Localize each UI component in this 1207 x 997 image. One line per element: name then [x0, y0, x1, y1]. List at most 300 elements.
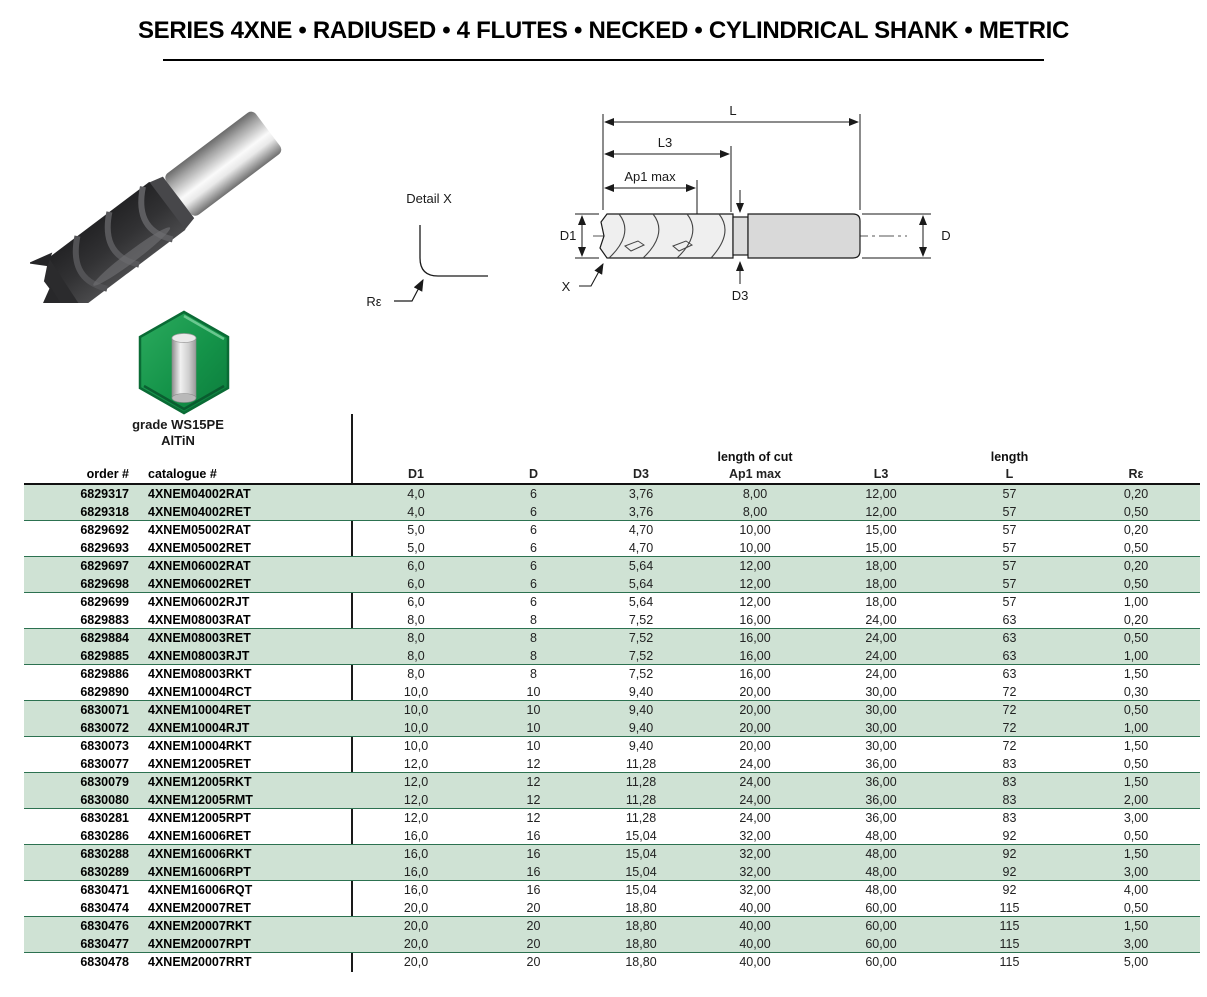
cell-d1: 10,0: [403, 703, 429, 717]
cell-order: 6829697: [80, 559, 129, 573]
table-row: [24, 665, 1200, 683]
cell-order: 6829883: [80, 613, 129, 627]
cell-d3: 3,76: [628, 505, 654, 519]
cell-d: 16: [526, 883, 541, 897]
cell-d1: 16,0: [403, 829, 429, 843]
page-title: SERIES 4XNE • RADIUSED • 4 FLUTES • NECKED • CYLINDRICAL SHANK • METRIC: [137, 17, 1070, 44]
cell-d3: 9,40: [628, 739, 654, 753]
cell-re: 0,20: [1123, 523, 1149, 537]
table-row: [24, 881, 1200, 899]
cell-d: 8: [530, 667, 537, 681]
group-header-length: length: [990, 450, 1029, 464]
cell-order: 6830072: [80, 721, 129, 735]
table-row: [24, 683, 1200, 701]
label-ap1-max: Ap1 max: [624, 169, 676, 184]
cell-l: 72: [1002, 739, 1017, 753]
cell-l: 92: [1002, 847, 1017, 861]
cell-l3: 30,00: [865, 685, 897, 699]
cell-order: 6830281: [80, 811, 129, 825]
cell-l: 57: [1002, 505, 1017, 519]
cell-order: 6830478: [80, 955, 129, 969]
cell-ap1-max: 32,00: [739, 847, 771, 861]
cell-d3: 15,04: [625, 847, 657, 861]
cell-d1: 10,0: [403, 721, 429, 735]
cell-d1: 5,0: [407, 541, 425, 555]
cell-order: 6830080: [80, 793, 129, 807]
cell-re: 0,50: [1123, 703, 1149, 717]
cell-ap1-max: 40,00: [739, 919, 771, 933]
end-mill-photo: [30, 98, 340, 303]
cell-catalogue: 4XNEM10004RKT: [148, 739, 252, 753]
table-row: [24, 575, 1200, 593]
cell-l3: 60,00: [865, 955, 897, 969]
cell-re: 0,50: [1123, 577, 1149, 591]
cell-l: 92: [1002, 865, 1017, 879]
cell-catalogue: 4XNEM05002RAT: [148, 523, 251, 537]
cell-l3: 48,00: [865, 883, 897, 897]
cell-l: 72: [1002, 703, 1017, 717]
cell-d1: 16,0: [403, 865, 429, 879]
cell-d3: 11,28: [625, 757, 657, 771]
cell-order: 6830077: [80, 757, 129, 771]
cell-d1: 20,0: [403, 937, 429, 951]
cell-re: 0,50: [1123, 901, 1149, 915]
cell-order: 6829886: [80, 667, 129, 681]
cell-d: 8: [530, 631, 537, 645]
cell-d1: 12,0: [403, 775, 429, 789]
cell-ap1-max: 24,00: [739, 757, 771, 771]
label-l: L: [729, 103, 737, 118]
cell-ap1-max: 12,00: [739, 577, 771, 591]
cell-order: 6829890: [80, 685, 129, 699]
cell-l3: 60,00: [865, 937, 897, 951]
cell-d1: 8,0: [407, 667, 425, 681]
table-row: [24, 863, 1200, 881]
label-d: D: [941, 228, 951, 243]
table-row: [24, 809, 1200, 827]
cell-order: 6830471: [80, 883, 129, 897]
cell-l3: 30,00: [865, 721, 897, 735]
cell-order: 6830476: [80, 919, 129, 933]
cell-d1: 20,0: [403, 955, 429, 969]
cell-re: 1,50: [1123, 739, 1149, 753]
cell-ap1-max: 40,00: [739, 901, 771, 915]
cell-ap1-max: 12,00: [739, 559, 771, 573]
header-catalogue-number: catalogue #: [148, 467, 217, 481]
table-row: [24, 521, 1200, 539]
table-row: [24, 953, 1200, 971]
cell-l3: 15,00: [865, 541, 897, 555]
cylinder-top: [172, 334, 196, 343]
cell-d: 10: [526, 739, 541, 753]
cell-d: 12: [526, 793, 541, 807]
cell-re: 1,00: [1123, 721, 1149, 735]
cell-d1: 8,0: [407, 649, 425, 663]
cell-ap1-max: 8,00: [742, 487, 768, 501]
cell-d1: 6,0: [407, 559, 425, 573]
cell-l: 63: [1002, 613, 1017, 627]
cell-l3: 30,00: [865, 703, 897, 717]
grade-name: grade WS15PE: [132, 417, 224, 432]
cell-order: 6830288: [80, 847, 129, 861]
header-re: Rε: [1128, 467, 1144, 481]
cell-d: 12: [526, 811, 541, 825]
cell-l3: 48,00: [865, 865, 897, 879]
x-leader-arrow: [579, 264, 603, 286]
cell-ap1-max: 40,00: [739, 937, 771, 951]
cell-l3: 24,00: [865, 667, 897, 681]
cell-l3: 36,00: [865, 793, 897, 807]
cell-re: 3,00: [1123, 937, 1149, 951]
cell-d: 20: [526, 955, 541, 969]
cell-re: 1,00: [1123, 649, 1149, 663]
cell-catalogue: 4XNEM10004RET: [148, 703, 251, 717]
cutting-body: [600, 214, 733, 258]
cylinder-bottom: [172, 394, 196, 403]
cell-ap1-max: 8,00: [742, 505, 768, 519]
cell-l3: 36,00: [865, 811, 897, 825]
cell-d3: 7,52: [628, 667, 654, 681]
product-table: [24, 450, 1200, 971]
cell-l: 83: [1002, 811, 1017, 825]
cell-l: 83: [1002, 775, 1017, 789]
cell-l3: 24,00: [865, 631, 897, 645]
cell-ap1-max: 24,00: [739, 793, 771, 807]
cell-d3: 4,70: [628, 541, 654, 555]
cell-order: 6829699: [80, 595, 129, 609]
corner-radius-profile: [420, 225, 488, 276]
cell-l3: 12,00: [865, 505, 897, 519]
header-order-number: order #: [86, 467, 129, 481]
grade-hexagon-icon: [136, 310, 232, 416]
cell-d3: 18,80: [625, 955, 657, 969]
cell-ap1-max: 40,00: [739, 955, 771, 969]
table-row: [24, 719, 1200, 737]
cell-d: 16: [526, 829, 541, 843]
cell-d3: 11,28: [625, 811, 657, 825]
table-row: [24, 503, 1200, 521]
cell-re: 0,30: [1123, 685, 1149, 699]
cell-d1: 10,0: [403, 685, 429, 699]
header-l: L: [1005, 467, 1014, 481]
header-d: D: [528, 467, 539, 481]
dimension-diagram: [555, 88, 1005, 323]
cell-ap1-max: 16,00: [739, 613, 771, 627]
detail-x-title: Detail X: [406, 191, 452, 206]
cell-catalogue: 4XNEM10004RCT: [148, 685, 252, 699]
table-row: [24, 827, 1200, 845]
cell-order: 6830079: [80, 775, 129, 789]
cell-d: 6: [530, 559, 537, 573]
cell-order: 6830071: [80, 703, 129, 717]
cell-d3: 11,28: [625, 775, 657, 789]
cell-order: 6829698: [80, 577, 129, 591]
cell-l3: 30,00: [865, 739, 897, 753]
cell-d: 6: [530, 541, 537, 555]
title-underline: [163, 59, 1044, 61]
neck: [733, 217, 748, 255]
cell-d3: 9,40: [628, 703, 654, 717]
cell-re: 1,00: [1123, 595, 1149, 609]
cell-catalogue: 4XNEM06002RET: [148, 577, 251, 591]
grade-coating: AlTiN: [161, 432, 195, 448]
cell-catalogue: 4XNEM12005RMT: [148, 793, 253, 807]
cell-order: 6829317: [80, 487, 129, 501]
cell-l: 63: [1002, 649, 1017, 663]
cell-ap1-max: 24,00: [739, 775, 771, 789]
cell-catalogue: 4XNEM20007RPT: [148, 937, 251, 951]
cell-d3: 18,80: [625, 919, 657, 933]
table-row: [24, 629, 1200, 647]
cell-re: 3,00: [1123, 865, 1149, 879]
cell-ap1-max: 20,00: [739, 703, 771, 717]
cell-d3: 9,40: [628, 721, 654, 735]
cell-d1: 12,0: [403, 793, 429, 807]
cell-re: 0,50: [1123, 541, 1149, 555]
cell-ap1-max: 32,00: [739, 829, 771, 843]
cell-order: 6830073: [80, 739, 129, 753]
cell-l3: 36,00: [865, 757, 897, 771]
cell-ap1-max: 12,00: [739, 595, 771, 609]
cell-re: 3,00: [1123, 811, 1149, 825]
label-l3: L3: [657, 135, 673, 150]
cell-ap1-max: 10,00: [739, 541, 771, 555]
cell-l3: 24,00: [865, 613, 897, 627]
cell-l: 72: [1002, 721, 1017, 735]
cell-l: 57: [1002, 541, 1017, 555]
cell-d: 12: [526, 775, 541, 789]
cell-catalogue: 4XNEM08003RJT: [148, 649, 250, 663]
cell-d: 16: [526, 865, 541, 879]
cell-d1: 12,0: [403, 811, 429, 825]
cell-d: 8: [530, 613, 537, 627]
cell-d3: 5,64: [628, 577, 654, 591]
radius-label: Rε: [366, 294, 382, 309]
cell-d1: 4,0: [407, 505, 425, 519]
cell-l3: 60,00: [865, 919, 897, 933]
cell-l3: 15,00: [865, 523, 897, 537]
cell-order: 6830477: [80, 937, 129, 951]
header-l3: L3: [873, 467, 889, 481]
table-row: [24, 611, 1200, 629]
cell-catalogue: 4XNEM05002RET: [148, 541, 251, 555]
cell-catalogue: 4XNEM10004RJT: [148, 721, 250, 735]
cell-d3: 15,04: [625, 865, 657, 879]
cell-re: 0,50: [1123, 631, 1149, 645]
table-rows: [24, 483, 1200, 971]
cell-catalogue: 4XNEM20007RRT: [148, 955, 252, 969]
cell-d3: 18,80: [625, 937, 657, 951]
cell-d3: 7,52: [628, 631, 654, 645]
cell-l3: 18,00: [865, 559, 897, 573]
cell-order: 6829692: [80, 523, 129, 537]
cell-d3: 18,80: [625, 901, 657, 915]
cell-re: 0,50: [1123, 505, 1149, 519]
cell-ap1-max: 10,00: [739, 523, 771, 537]
shank: [748, 214, 860, 258]
group-header-length-of-cut: length of cut: [717, 450, 793, 464]
cell-d3: 15,04: [625, 883, 657, 897]
cell-d: 12: [526, 757, 541, 771]
end-mill-photo-group: [30, 100, 286, 303]
cell-ap1-max: 24,00: [739, 811, 771, 825]
table-row: [24, 755, 1200, 773]
cell-catalogue: 4XNEM16006RQT: [148, 883, 253, 897]
cell-d1: 8,0: [407, 613, 425, 627]
cell-d: 20: [526, 937, 541, 951]
cell-d1: 20,0: [403, 919, 429, 933]
header-d3: D3: [633, 467, 649, 481]
cell-d1: 20,0: [403, 901, 429, 915]
cell-catalogue: 4XNEM20007RKT: [148, 919, 252, 933]
cell-d1: 16,0: [403, 883, 429, 897]
cell-catalogue: 4XNEM16006RPT: [148, 865, 251, 879]
cell-re: 1,50: [1123, 667, 1149, 681]
cell-ap1-max: 16,00: [739, 667, 771, 681]
cell-order: 6830289: [80, 865, 129, 879]
cell-d1: 10,0: [403, 739, 429, 753]
table-row: [24, 485, 1200, 503]
cell-d1: 4,0: [407, 487, 425, 501]
cylinder-body: [172, 338, 196, 398]
cell-d1: 6,0: [407, 595, 425, 609]
cell-l: 57: [1002, 523, 1017, 537]
cell-re: 0,20: [1123, 487, 1149, 501]
cell-l3: 36,00: [865, 775, 897, 789]
cell-re: 1,50: [1123, 775, 1149, 789]
table-row: [24, 593, 1200, 611]
cell-l3: 18,00: [865, 595, 897, 609]
cell-catalogue: 4XNEM16006RKT: [148, 847, 252, 861]
cell-ap1-max: 20,00: [739, 739, 771, 753]
cell-catalogue: 4XNEM04002RAT: [148, 487, 251, 501]
cell-d: 10: [526, 685, 541, 699]
cell-order: 6830286: [80, 829, 129, 843]
detail-x-view: [340, 185, 570, 320]
cell-l3: 18,00: [865, 577, 897, 591]
cell-d3: 9,40: [628, 685, 654, 699]
cell-l: 63: [1002, 667, 1017, 681]
cell-l: 57: [1002, 577, 1017, 591]
cell-l: 115: [999, 937, 1020, 951]
header-d1: D1: [408, 467, 424, 481]
cell-d1: 12,0: [403, 757, 429, 771]
cell-d: 20: [526, 919, 541, 933]
cell-d: 6: [530, 595, 537, 609]
cell-re: 5,00: [1123, 955, 1149, 969]
cell-d: 6: [530, 577, 537, 591]
cell-l: 63: [1002, 631, 1017, 645]
cell-d: 8: [530, 649, 537, 663]
table-row: [24, 737, 1200, 755]
grade-block: [78, 417, 278, 448]
cell-re: 0,50: [1123, 829, 1149, 843]
cell-d: 6: [530, 487, 537, 501]
cell-ap1-max: 20,00: [739, 685, 771, 699]
cell-l: 92: [1002, 829, 1017, 843]
cell-catalogue: 4XNEM08003RET: [148, 631, 251, 645]
cell-l: 57: [1002, 559, 1017, 573]
cell-catalogue: 4XNEM12005RET: [148, 757, 251, 771]
cell-ap1-max: 20,00: [739, 721, 771, 735]
table-row: [24, 899, 1200, 917]
table-row: [24, 917, 1200, 935]
cell-d: 6: [530, 523, 537, 537]
cell-d1: 8,0: [407, 631, 425, 645]
cell-d3: 4,70: [628, 523, 654, 537]
cell-l3: 60,00: [865, 901, 897, 915]
cell-d3: 7,52: [628, 649, 654, 663]
table-row: [24, 701, 1200, 719]
cell-d3: 11,28: [625, 793, 657, 807]
cell-d3: 7,52: [628, 613, 654, 627]
cell-d1: 6,0: [407, 577, 425, 591]
cell-l3: 48,00: [865, 829, 897, 843]
cell-re: 1,50: [1123, 847, 1149, 861]
label-d1: D1: [559, 228, 577, 243]
cell-l: 57: [1002, 487, 1017, 501]
cell-l: 115: [999, 919, 1020, 933]
cell-d: 10: [526, 703, 541, 717]
cell-d1: 16,0: [403, 847, 429, 861]
cell-l: 83: [1002, 757, 1017, 771]
cell-l: 57: [1002, 595, 1017, 609]
table-row: [24, 647, 1200, 665]
cell-re: 0,20: [1123, 613, 1149, 627]
cell-l3: 12,00: [865, 487, 897, 501]
cell-d3: 5,64: [628, 559, 654, 573]
label-x: X: [561, 279, 571, 294]
cell-d1: 5,0: [407, 523, 425, 537]
cell-re: 2,00: [1123, 793, 1149, 807]
cell-l: 115: [999, 955, 1020, 969]
cell-l: 115: [999, 901, 1020, 915]
table-group-headers: [24, 450, 1200, 466]
table-row: [24, 791, 1200, 809]
cell-re: 1,50: [1123, 919, 1149, 933]
header-ap1-max: Ap1 max: [728, 467, 782, 481]
cell-order: 6829318: [80, 505, 129, 519]
cell-d: 20: [526, 901, 541, 915]
cell-re: 0,50: [1123, 757, 1149, 771]
cell-d3: 5,64: [628, 595, 654, 609]
cell-catalogue: 4XNEM06002RAT: [148, 559, 251, 573]
cell-order: 6830474: [80, 901, 129, 915]
cell-order: 6829885: [80, 649, 129, 663]
cell-ap1-max: 32,00: [739, 883, 771, 897]
cell-catalogue: 4XNEM12005RKT: [148, 775, 252, 789]
table-row: [24, 773, 1200, 791]
cell-d3: 15,04: [625, 829, 657, 843]
cell-l3: 48,00: [865, 847, 897, 861]
cell-l: 92: [1002, 883, 1017, 897]
table-row: [24, 845, 1200, 863]
cell-re: 4,00: [1123, 883, 1149, 897]
cell-d: 6: [530, 505, 537, 519]
cell-catalogue: 4XNEM16006RET: [148, 829, 251, 843]
cell-l: 72: [1002, 685, 1017, 699]
cell-d: 10: [526, 721, 541, 735]
radius-leader-arrow: [394, 280, 423, 301]
cell-ap1-max: 16,00: [739, 631, 771, 645]
cell-catalogue: 4XNEM20007RET: [148, 901, 251, 915]
table-row: [24, 935, 1200, 953]
cell-ap1-max: 16,00: [739, 649, 771, 663]
cell-re: 0,20: [1123, 559, 1149, 573]
cell-catalogue: 4XNEM06002RJT: [148, 595, 250, 609]
cell-d: 16: [526, 847, 541, 861]
cell-catalogue: 4XNEM08003RAT: [148, 613, 251, 627]
